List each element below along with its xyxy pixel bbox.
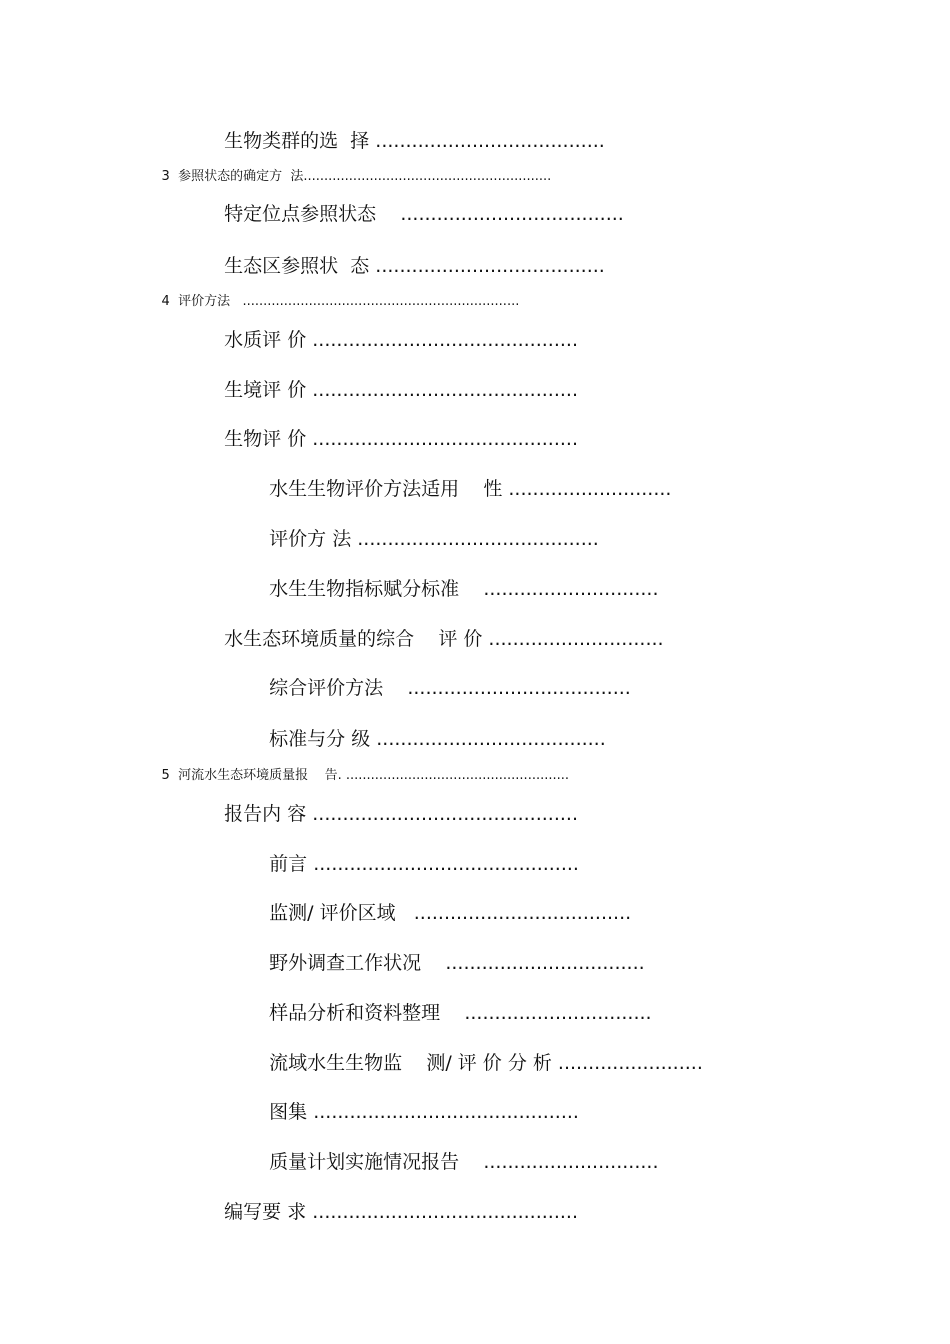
toc-entry-title: 流域水生生物监 测/ 评 价 分 析 xyxy=(269,1052,552,1074)
toc-entry-title: 5 河流水生态环境质量报 告. xyxy=(161,768,342,783)
toc-entry-title: 报告内 容 xyxy=(224,803,307,825)
toc-dot-leader: ...................................... xyxy=(369,255,605,277)
toc-entry-title: 编写要 求 xyxy=(224,1201,307,1223)
toc-entry-title: 水质评 价 xyxy=(224,329,307,351)
toc-dot-leader: ............................................ xyxy=(306,803,578,825)
toc-entry-title: 水生生物指标赋分标准 xyxy=(269,578,460,600)
toc-entry-atlas xyxy=(245,1084,579,1141)
toc-dot-leader: ............................. xyxy=(459,578,659,600)
toc-entry-title: 野外调查工作状况 xyxy=(269,952,422,974)
toc-dot-leader: ............................... xyxy=(440,1002,652,1024)
toc-dot-leader: ............................................ xyxy=(307,1101,579,1123)
toc-entry-comprehensive-method xyxy=(245,660,631,717)
toc-dot-leader: ............................................ xyxy=(306,428,578,450)
toc-dot-leader: ........................... xyxy=(502,478,672,500)
toc-entry-title: 图集 xyxy=(269,1101,308,1123)
toc-dot-leader: ...................................... xyxy=(369,130,605,152)
toc-entry-writing-requirements xyxy=(200,1184,578,1241)
toc-entry-title: 水生态环境质量的综合 评 价 xyxy=(224,628,483,650)
toc-entry-site-reference-state xyxy=(200,186,624,243)
toc-dot-leader: ............................................ xyxy=(306,1201,578,1223)
toc-entry-title: 特定位点参照状态 xyxy=(224,203,377,225)
toc-entry-quality-plan-report xyxy=(245,1134,659,1191)
toc-entry-title: 4 评价方法 xyxy=(161,294,231,309)
toc-dot-leader: ............................................ xyxy=(307,853,579,875)
toc-dot-leader: ..................................... xyxy=(376,203,624,225)
toc-dot-leader: ............................................ xyxy=(306,379,578,401)
toc-entry-title: 监测/ 评价区域 xyxy=(269,902,396,924)
toc-dot-leader: ............................................................ xyxy=(303,169,552,184)
toc-entry-report-content xyxy=(200,786,578,843)
toc-entry-title: 样品分析和资料整理 xyxy=(269,1002,441,1024)
toc-entry-biological-evaluation xyxy=(200,411,578,468)
toc-dot-leader: ............................. xyxy=(482,628,664,650)
toc-dot-leader: .................................... xyxy=(395,902,632,924)
toc-entry-title: 质量计划实施情况报告 xyxy=(269,1151,460,1173)
toc-entry-title: 3 参照状态的确定方 法 xyxy=(161,169,304,184)
toc-entry-title: 生物评 价 xyxy=(224,428,307,450)
toc-dot-leader: ............................................ xyxy=(306,329,578,351)
toc-dot-leader: ............................. xyxy=(459,1151,659,1173)
toc-entry-indicator-scoring-standard xyxy=(245,561,659,618)
toc-entry-title: 生态区参照状 态 xyxy=(224,255,370,277)
toc-entry-evaluation-method xyxy=(245,511,599,568)
toc-entry-method-applicability xyxy=(245,461,671,518)
toc-entry-field-survey xyxy=(245,935,645,992)
toc-entry-title: 水生生物评价方法适用 性 xyxy=(269,478,503,500)
toc-entry-title: 生物类群的选 择 xyxy=(224,130,370,152)
toc-dot-leader: ........................ xyxy=(551,1052,703,1074)
toc-entry-monitoring-area xyxy=(245,885,631,942)
toc-entry-title: 综合评价方法 xyxy=(269,677,384,699)
toc-dot-leader: ...................................................... xyxy=(341,768,570,783)
toc-entry-title: 生境评 价 xyxy=(224,379,307,401)
toc-dot-leader: ...................................... xyxy=(370,728,606,750)
toc-entry-title: 标准与分 级 xyxy=(269,728,371,750)
toc-entry-title: 前言 xyxy=(269,853,308,875)
toc-entry-sample-analysis xyxy=(245,985,652,1042)
toc-dot-leader: ........................................ xyxy=(351,528,599,550)
toc-entry-title: 评价方 法 xyxy=(269,528,352,550)
toc-dot-leader: ................................. xyxy=(421,952,645,974)
toc-entry-water-quality-evaluation xyxy=(200,312,578,369)
toc-dot-leader: ..................................... xyxy=(383,677,631,699)
toc-dot-leader: ................................................................... xyxy=(230,294,520,309)
